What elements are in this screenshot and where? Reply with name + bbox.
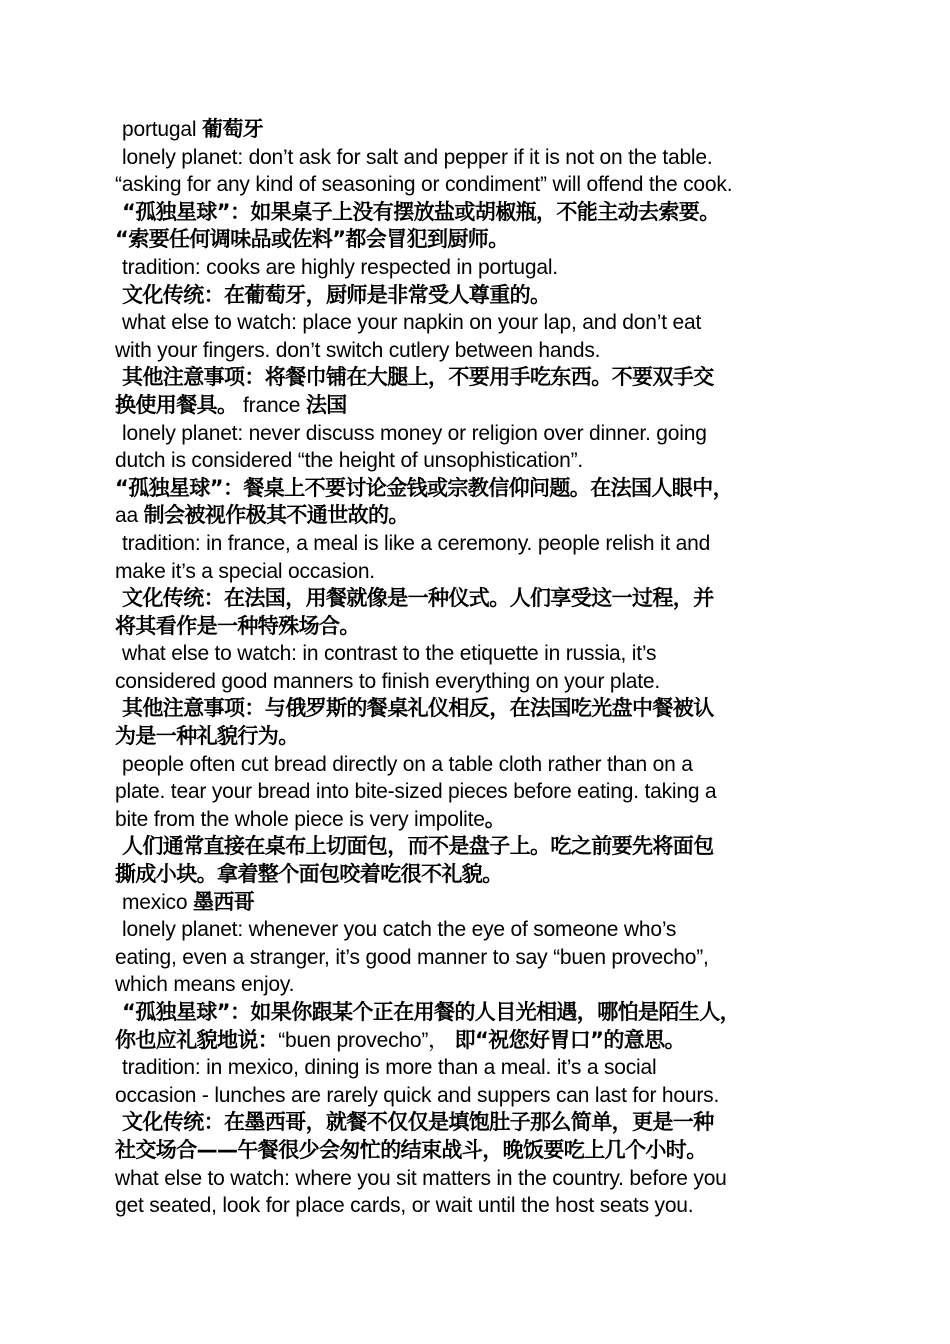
english-text: lonely planet: don’t ask for salt and pepper if it is not on the table. [122, 145, 713, 169]
chinese-text: 撕成小块。拿着整个面包咬着吃很不礼貌。 [115, 862, 503, 887]
text-line [115, 226, 840, 254]
english-text: eating, even a stranger, it’s good manner to say “buen provecho”, [115, 945, 709, 969]
english-text: “asking for any kind of seasoning or condiment” will offend the cook. [115, 173, 733, 197]
text-line [115, 447, 840, 475]
english-text: with your fingers. don’t switch cutlery between hands. [115, 338, 601, 362]
text-line [115, 806, 840, 834]
text-line [115, 723, 840, 751]
text-line [115, 475, 840, 503]
text-line [115, 1137, 840, 1165]
text-line [115, 1165, 840, 1193]
text-line [115, 364, 840, 392]
english-text: france [237, 393, 306, 417]
text-line [115, 392, 840, 420]
text-line [115, 944, 840, 972]
text-line [115, 695, 840, 723]
text-line [115, 420, 840, 448]
english-text: bite from the whole piece is very impolite [115, 807, 485, 831]
chinese-text: 换使用餐具。 [115, 392, 238, 417]
english-text: lonely planet: whenever you catch the eye of someone who’s [122, 918, 677, 942]
english-text: tradition: cooks are highly respected in portugal. [122, 255, 558, 279]
text-line [115, 1109, 840, 1137]
chinese-text: 文化传统：在墨西哥，就餐不仅仅是填饱肚子那么简单，更是一种 [122, 1110, 714, 1135]
english-text: plate. tear your bread into bite-sized pieces before eating. taking a [115, 780, 717, 804]
text-line [115, 1082, 840, 1110]
chinese-text: 文化传统：在葡萄牙，厨师是非常受人尊重的。 [122, 282, 551, 307]
text-line [115, 254, 840, 282]
chinese-text: 为是一种礼貌行为。 [115, 724, 299, 749]
english-text: tradition: in france, a meal is like a ceremony. people relish it and [122, 531, 711, 555]
text-line [115, 778, 840, 806]
chinese-text: 即“祝您好胃口”的意思。 [454, 1027, 685, 1052]
text-line [115, 171, 840, 199]
chinese-text: 将其看作是一种特殊场合。 [115, 613, 360, 638]
text-line [115, 502, 840, 530]
text-line [115, 530, 840, 558]
text-line [115, 751, 840, 779]
chinese-text: “孤独星球”：餐桌上不要讨论金钱或宗教信仰问题。在法国人眼中， [115, 475, 734, 500]
text-line [115, 999, 840, 1027]
text-line [115, 1192, 840, 1220]
english-text: occasion - lunches are rarely quick and suppers can last for hours. [115, 1083, 720, 1107]
text-line [115, 337, 840, 365]
text-line [115, 1027, 840, 1055]
text-line [115, 668, 840, 696]
english-text: which means enjoy. [115, 973, 295, 997]
english-text: “buen provecho”， [278, 1028, 455, 1052]
text-line [115, 309, 840, 337]
english-text: tradition: in mexico, dining is more than a meal. it’s a social [122, 1056, 657, 1080]
text-line [115, 640, 840, 668]
english-text: what else to watch: in contrast to the etiquette in russia, it’s [122, 642, 657, 666]
english-text: make it’s a special occasion. [115, 559, 375, 583]
english-text: considered good manners to finish everything on your plate. [115, 669, 661, 693]
document-body [115, 116, 840, 1220]
english-text: what else to watch: where you sit matters in the country. before you [115, 1166, 727, 1190]
text-line [115, 199, 840, 227]
english-text: people often cut bread directly on a table cloth rather than on a [122, 752, 693, 776]
chinese-text: 文化传统：在法国，用餐就像是一种仪式。人们享受这一过程，并 [122, 586, 714, 611]
english-text: dutch is considered “the height of unsophistication”. [115, 449, 584, 473]
text-line [115, 282, 840, 310]
text-line [115, 558, 840, 586]
chinese-text: “孤独星球”：如果你跟某个正在用餐的人目光相遇，哪怕是陌生人， [122, 1000, 741, 1024]
chinese-text: 你也应礼貌地说： [115, 1027, 279, 1052]
chinese-text: “孤独星球”：如果桌子上没有摆放盐或胡椒瓶，不能主动去索要。 [122, 199, 720, 224]
text-line [115, 1054, 840, 1082]
english-text: lonely planet: never discuss money or religion over dinner. going [122, 421, 707, 445]
english-text: portugal [122, 118, 202, 141]
chinese-text: “索要任何调味品或佐料”都会冒犯到厨师。 [115, 227, 509, 252]
english-text: mexico [122, 890, 193, 914]
english-text: get seated, look for place cards, or wait until the host seats you. [115, 1194, 694, 1218]
chinese-text: 其他注意事项：将餐巾铺在大腿上，不要用手吃东西。不要双手交 [122, 365, 714, 390]
chinese-text: 其他注意事项：与俄罗斯的餐桌礼仪相反，在法国吃光盘中餐被认 [122, 696, 714, 721]
text-line [115, 916, 840, 944]
chinese-text: 葡萄牙 [201, 117, 264, 141]
english-text: aa [115, 504, 144, 528]
chinese-text: 墨西哥 [192, 889, 255, 914]
text-line [115, 585, 840, 613]
chinese-text: 。 [484, 806, 506, 831]
text-line [115, 861, 840, 889]
text-line [115, 613, 840, 641]
chinese-text: 制会被视作极其不通世故的。 [143, 503, 409, 528]
text-line [115, 971, 840, 999]
chinese-text: 人们通常直接在桌布上切面包，而不是盘子上。吃之前要先将面包 [122, 834, 714, 859]
text-line [115, 144, 840, 172]
english-text: what else to watch: place your napkin on your lap, and don’t eat [122, 311, 702, 335]
text-line [115, 889, 840, 917]
text-line [115, 833, 840, 861]
chinese-text: 社交场合——午餐很少会匆忙的结束战斗，晚饭要吃上几个小时。 [115, 1137, 707, 1162]
chinese-text: 法国 [305, 392, 347, 417]
text-line [115, 116, 840, 144]
